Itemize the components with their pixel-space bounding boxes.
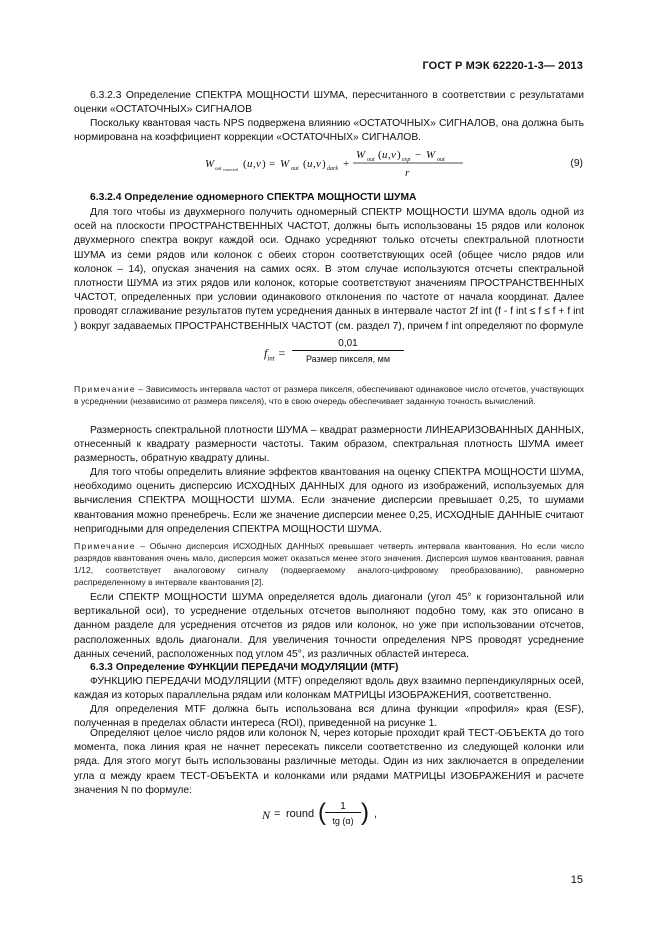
paragraph-mtf-esf: Для определения MTF должна быть использована вся длина функции «профиля» края (ESF), полученная в пределах области интереса (ROI), приведенной на рисунке 1. [74, 704, 584, 730]
paragraph-1d-nps: Для того чтобы из двухмерного получить одномерный СПЕКТР МОЩНОСТИ ШУМА вдоль одной из осей на плоскости ПРОСТРАНСТВЕННЫХ ЧАСТОТ, должны быть использованы 15 рядов или колонок двухмерного спектра вокруг каждой оси. Однако усредняют только отсчеты спектральной плотности ШУМА из семи рядов или колонок с обеих сторон соответствующих осей (общее число рядов или колонок – 14), опуская значения на самих осях. В этом случае используются отсчеты спектральной плотности ШУМА из этих рядов или колонок, которые соответствуют значениям ПРОСТРАНСТВЕННЫХ ЧАСТОТ, определенных при условии одинакового отклонения по частоте от начала координат. Далее проводят сглаживание результатов путем усреднения данных в интервале частот 2f int (f - f int ≤ f ≤ f + f int ) вокруг задаваемых ПРОСТРАНСТВЕННЫХ ЧАСТОТ (см. раздел 7), причем f int определяют по формуле [74, 207, 584, 332]
equation-fint-lhs: $f_{int}$ = [264, 346, 286, 363]
svg-text:(: ( [303, 158, 307, 170]
svg-text:,: , [388, 149, 391, 161]
note-2-text: – Обычно дисперсия ИСХОДНЫХ ДАННЫХ превышает четверть интервала квантования. Но если число разрядов квантования очень мало, дисперсия может оказаться менее этого значения. Дисперсия шумов квантования, равная 1/12, соответствует аналоговому сигналу (подвергаемому аналого-цифровому преобразованию), равномерно распределенному в интервале квантования [2]. [74, 541, 584, 587]
paragraph-nps-correction: Поскольку квантовая часть NPS подвержена влиянию «ОСТАТОЧНЫХ» СИГНАЛОВ, она должна быть нормирована на коэффициент коррекции «ОСТАТОЧНЫХ» СИГНАЛОВ. [74, 118, 584, 144]
svg-text:): ) [397, 149, 401, 161]
note-2-label: Примечание [74, 541, 136, 551]
svg-text:v: v [391, 149, 396, 161]
section-heading-6-3-2-4: 6.3.2.4 Определение одномерного СПЕКТРА МОЩНОСТИ ШУМА [90, 192, 417, 203]
svg-text:out: out [215, 167, 222, 172]
svg-text:dark: dark [327, 166, 338, 172]
svg-text:,: , [253, 158, 256, 170]
paragraph-edge-angle: Определяют целое число рядов или колонок N, через которые проходит край ТЕСТ-ОБЪЕКТА до того момента, пока линия края не начнет пересекать пиксели соответственно из следующей колонки или ряда. Для этого могут быть использованы различные методы. Один из них заключается в определении угла α между краем ТЕСТ-ОБЪЕКТА и колонками или рядами МАТРИЦЫ ИЗОБРАЖЕНИЯ и расчете значения N по формуле: [74, 728, 584, 796]
equation-9-denominator: r [405, 167, 410, 179]
equation-n-numerator: 1 [325, 801, 361, 813]
svg-text:u: u [247, 158, 253, 170]
note-1-text: – Зависимость интервала частот от размера пикселя, обеспечивают одинаковое число отсчетов, участвующих в усреднении (независимо от размера пикселя), что в свою очередь обеспечивает заданную точность вычислений. [74, 384, 584, 406]
svg-text:): ) [322, 158, 326, 170]
equation-9-graphic [205, 145, 465, 183]
svg-text:(: ( [243, 158, 247, 170]
equation-n-equals: = [274, 808, 281, 820]
equation-n-func: round [286, 808, 315, 820]
equation-n-denominator: tg (α) [332, 816, 354, 826]
svg-text:(: ( [378, 149, 382, 161]
paragraph-diagonal: Если СПЕКТР МОЩНОСТИ ШУМА определяется вдоль диагонали (угол 45° к горизонтальной или вертикальной оси), то усреднение отдельных отсчетов выполняют подобно тому, как это описано в данном разделе для усреднения отсчетов из рядов или колонок, но уже при использовании отсчетов, расположенных вдоль диагонали. Для увеличения точности определения NPS проводят усреднение данных сечений, расположенных под углом 45°, из различных областей интереса. [74, 592, 584, 660]
svg-text:exp: exp [402, 157, 411, 163]
svg-text:out: out [291, 166, 299, 172]
equation-fint-numerator: 0,01 [292, 338, 404, 351]
equation-n [262, 798, 382, 834]
svg-text:corrected: corrected [223, 167, 238, 172]
paragraph-mtf-axes: ФУНКЦИЮ ПЕРЕДАЧИ МОДУЛЯЦИИ (MTF) определяют вдоль двух взаимно перпендикулярных осей, каждая из которых параллельна рядам или колонкам МАТРИЦЫ ИЗОБРАЖЕНИЯ, соответственно. [74, 676, 584, 702]
standard-header: ГОСТ Р МЭК 62220-1-3— 2013 [422, 60, 583, 72]
equation-9 [205, 145, 465, 183]
svg-text:v: v [316, 158, 321, 170]
paragraph-noise-dimension: Размерность спектральной плотности ШУМА – квадрат размерности ЛИНЕАРИЗОВАННЫХ ДАННЫХ, отнесенный к квадрату размерности частоты. Таким образом, спектральная плотность ШУМА имеет размерность, обратную квадрату длины. [74, 425, 584, 465]
equation-n-lhs: N [262, 808, 271, 822]
svg-text:u: u [382, 149, 388, 161]
svg-text:W: W [205, 158, 215, 170]
svg-text:out: out [367, 157, 375, 163]
svg-text:+: + [343, 158, 350, 170]
note-1 [74, 383, 584, 407]
svg-text:): ) [262, 158, 266, 170]
svg-text:,: , [313, 158, 316, 170]
equation-n-left-paren: ( [318, 799, 326, 826]
equation-n-right-paren: ) [361, 799, 369, 826]
equation-fint [264, 338, 404, 368]
svg-text:W: W [426, 149, 436, 161]
svg-text:W: W [280, 158, 290, 170]
page-number: 15 [570, 874, 583, 886]
equation-fint-denominator: Размер пикселя, мм [305, 354, 391, 364]
svg-text:W: W [356, 149, 366, 161]
svg-text:out: out [437, 157, 445, 163]
equation-n-comma: , [374, 808, 378, 820]
svg-text:u: u [307, 158, 313, 170]
svg-text:−: − [415, 149, 422, 161]
paragraph-quantization: Для того чтобы определить влияние эффектов квантования на оценку СПЕКТРА МОЩНОСТИ ШУМА, необходимо оценить дисперсию ИСХОДНЫХ ДАННЫХ для одного из изображений, используемых для вычисления СПЕКТРА МОЩНОСТИ ШУМА. Если значение дисперсии превышает 0,25, то шумами квантования можно пренебречь. Если же значение дисперсии менее 0,25, ИСХОДНЫЕ ДАННЫЕ считают непригодными для определения СПЕКТРА МОЩНОСТИ ШУМА. [74, 467, 584, 535]
section-heading-6-3-3: 6.3.3 Определение ФУНКЦИИ ПЕРЕДАЧИ МОДУЛЯЦИИ (MTF) [90, 662, 399, 673]
svg-text:=: = [269, 158, 276, 170]
svg-text:v: v [256, 158, 261, 170]
equation-9-number: (9) [570, 158, 583, 169]
subsection-6-3-2-3: 6.3.2.3 Определение СПЕКТРА МОЩНОСТИ ШУМА, пересчитанного в соответствии с результатами оценки «ОСТАТОЧНЫХ» СИГНАЛОВ [74, 90, 584, 116]
note-2 [74, 540, 584, 588]
note-1-label: Примечание [74, 384, 136, 394]
